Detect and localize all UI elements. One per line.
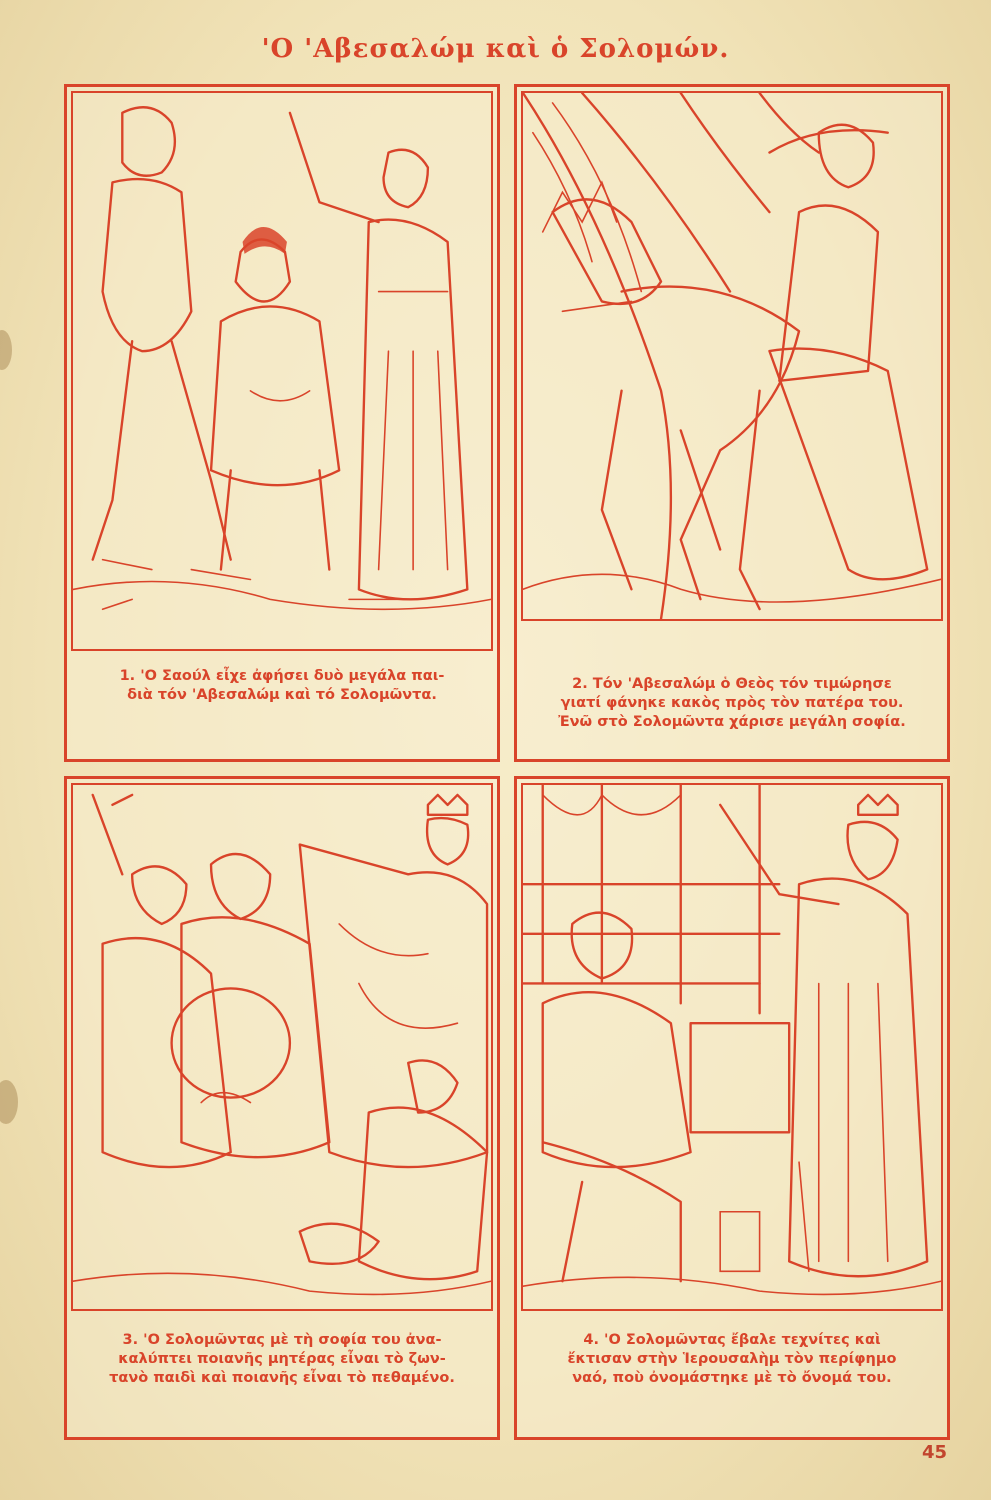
panel-2-caption: 2. Τόν 'Αβεσαλώμ ὁ Θεὸς τόν τιμώρησε γιατί φάνηκε κακὸς πρὸς τὸν πατέρα του. Ἐνῶ στὸ Σολομῶντα χάρισε μεγάλη σοφία. xyxy=(558,676,906,730)
panel-1-caption: 1. 'Ο Σαούλ εἶχε ἀφήσει δυὸ μεγάλα παι- διὰ τόν 'Αβεσαλώμ καὶ τό Σολομῶντα. xyxy=(119,668,445,703)
page-title: 'Ο 'Αβεσαλώμ καὶ ὁ Σολομών. xyxy=(261,34,730,64)
panel-3 xyxy=(64,776,500,1440)
panel-2 xyxy=(514,84,950,762)
panel-1-illustration xyxy=(71,91,493,651)
panel-2-illustration xyxy=(521,91,943,621)
panel-3-illustration xyxy=(71,783,493,1311)
panel-3-caption: 3. 'Ο Σολομῶντας μὲ τὴ σοφία του ἀνα- καλύπτει ποιανῆς μητέρας εἶναι τὸ ζων- τανὸ παιδὶ καὶ ποιανῆς εἶναι τὸ πεθαμένο. xyxy=(109,1332,455,1386)
page-number: 45 xyxy=(921,1442,947,1463)
panel-4-caption: 4. 'Ο Σολομῶντας ἔβαλε τεχνίτες καὶ ἔκτισαν στὴν Ἱερουσαλὴμ τὸν περίφημο ναό, ποὺ ὀνομάστηκε μὲ τὸ ὄνομά του. xyxy=(567,1332,897,1386)
panel-4 xyxy=(514,776,950,1440)
panel-1 xyxy=(64,84,500,762)
panel-4-illustration xyxy=(521,783,943,1311)
